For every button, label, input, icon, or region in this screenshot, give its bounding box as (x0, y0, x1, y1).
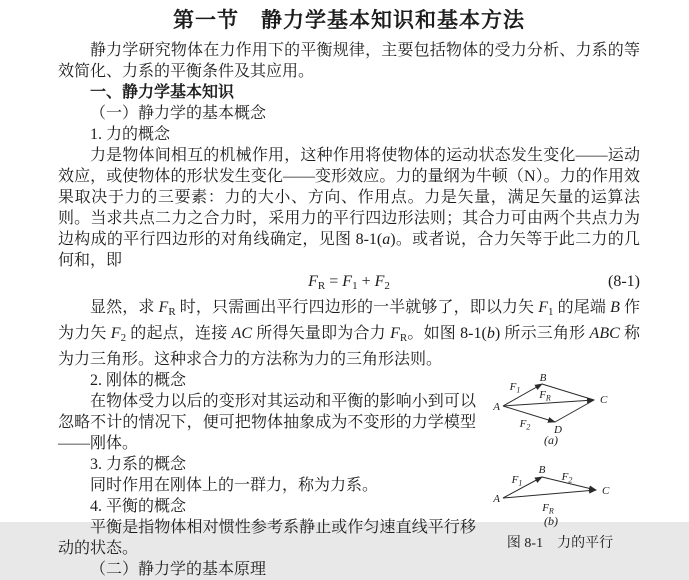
heading-sub-1: （一）静力学的基本概念 (90, 105, 267, 122)
paragraph-intro: 静力学研究物体在力作用下的平衡规律，主要包括物体的受力分析、力系的等效简化、力系的平衡条件及其应用。 (58, 42, 640, 80)
vertex-label-a: A (493, 401, 500, 413)
heading-sub-2: （二）静力学的基本原理 (90, 561, 267, 578)
force-f2-label: $F_2$ (519, 418, 531, 432)
vertex-label-b: B (538, 464, 546, 476)
math-operator: = (325, 273, 343, 290)
vertex-label-c: C (602, 485, 610, 497)
force-fr-arrow (503, 490, 596, 498)
math-var: AC (231, 325, 253, 342)
panel-b-tag: (b) (544, 514, 558, 528)
math-var: B (610, 299, 620, 316)
text-run: 的尾端 (553, 299, 611, 316)
text-run: ) 所示三角形 (494, 325, 590, 342)
force-f1-label: $F_1$ (509, 381, 521, 395)
math-var: F (374, 273, 385, 290)
paragraph-force-concept (58, 145, 640, 271)
text-run: 时，只需画出平行四边形的一半就够了，即以力矢 (175, 299, 539, 316)
edge-dc (555, 400, 594, 422)
vertex-label-d: D (554, 424, 562, 436)
text-run: 的起点，连接 (126, 325, 232, 342)
force-f2-label: $F_2$ (561, 471, 573, 485)
math-subscript: 1 (352, 280, 358, 292)
math-var: F (538, 299, 549, 316)
math-subscript: 1 (548, 306, 554, 318)
figure-caption: 图 8-1 力的平行 (506, 536, 614, 551)
page-title: 第一节 静力学基本知识和基本方法 (173, 8, 525, 32)
text-run: 作为力矢 (58, 299, 640, 342)
paragraph-equilibrium: 平衡是指物体相对惯性参考系静止或作匀速直线平行移动的状态。 (58, 519, 476, 557)
vertex-label-a: A (493, 493, 500, 505)
equation-body (308, 273, 390, 290)
text-run: )。或者说，合力矢等于此二力的几何和，即 (58, 231, 640, 269)
heading-section-1: 一、静力学基本知识 (90, 84, 235, 101)
math-var: F (342, 273, 353, 290)
equation-8-1 (58, 271, 640, 297)
math-operator: + (357, 273, 375, 290)
force-fr-label: $F_R$ (542, 502, 554, 516)
math-var: F (110, 325, 121, 342)
heading-item-4: 4. 平衡的概念 (90, 498, 187, 515)
force-parallelogram-diagram (485, 374, 635, 448)
text-run: 显然，求 (90, 299, 159, 316)
force-fr-label: $F_R$ (539, 389, 551, 403)
text-run: 所得矢量即为合力 (252, 325, 391, 342)
text-run: 力是物体间相互的机械作用，这种作用将使物体的运动状态发生变化——运动效应，或使物体的形状发生变化——变形效应。力的量纲为牛顿（N）。力的作用效果取决于力的三要素：力的大小、方向、作用点。力是矢量，满足矢量的运算法则。当求共点二力之合力时，采用力的平行四边形法则；其合力可由两个共点力为边构成的平行四边形的对角线确定，见图 8-1( (58, 147, 640, 248)
math-subscript: R (399, 332, 408, 344)
math-subscript: 2 (384, 280, 390, 292)
figure-8-1 (480, 370, 640, 553)
math-var: F (390, 325, 400, 342)
math-var: a (382, 231, 391, 248)
math-subscript: R (317, 280, 326, 292)
math-subscript: R (168, 306, 176, 318)
math-var: F (158, 299, 169, 316)
heading-item-1: 1. 力的概念 (90, 126, 171, 143)
heading-item-2: 2. 刚体的概念 (90, 372, 187, 389)
math-var: ABC (589, 325, 620, 342)
paragraph-triangle-rule (58, 297, 640, 370)
math-var: F (308, 273, 318, 290)
text-run: 称为力三角形。这种求合力的方法称为力的三角形法则。 (58, 325, 640, 368)
paragraph-force-system: 同时作用在刚体上的一群力，称为力系。 (90, 477, 379, 494)
force-f1-label: $F_1$ (511, 474, 523, 488)
vertex-label-b: B (539, 372, 547, 384)
math-var: b (486, 325, 495, 342)
vertex-label-c: C (600, 394, 608, 406)
equation-number: (8-1) (608, 273, 640, 290)
text-run: 。如图 8-1( (407, 325, 487, 342)
heading-item-3: 3. 力系的概念 (90, 456, 187, 473)
force-f2-arrow (503, 406, 555, 422)
math-subscript: 2 (120, 332, 127, 344)
force-triangle-diagram (485, 461, 635, 531)
paragraph-rigid-body: 在物体受力以后的变形对其运动和平衡的影响小到可以忽略不计的情况下，便可把物体抽象成为不变形的力学模型——刚体。 (58, 393, 476, 452)
panel-a-tag: (a) (544, 433, 558, 447)
